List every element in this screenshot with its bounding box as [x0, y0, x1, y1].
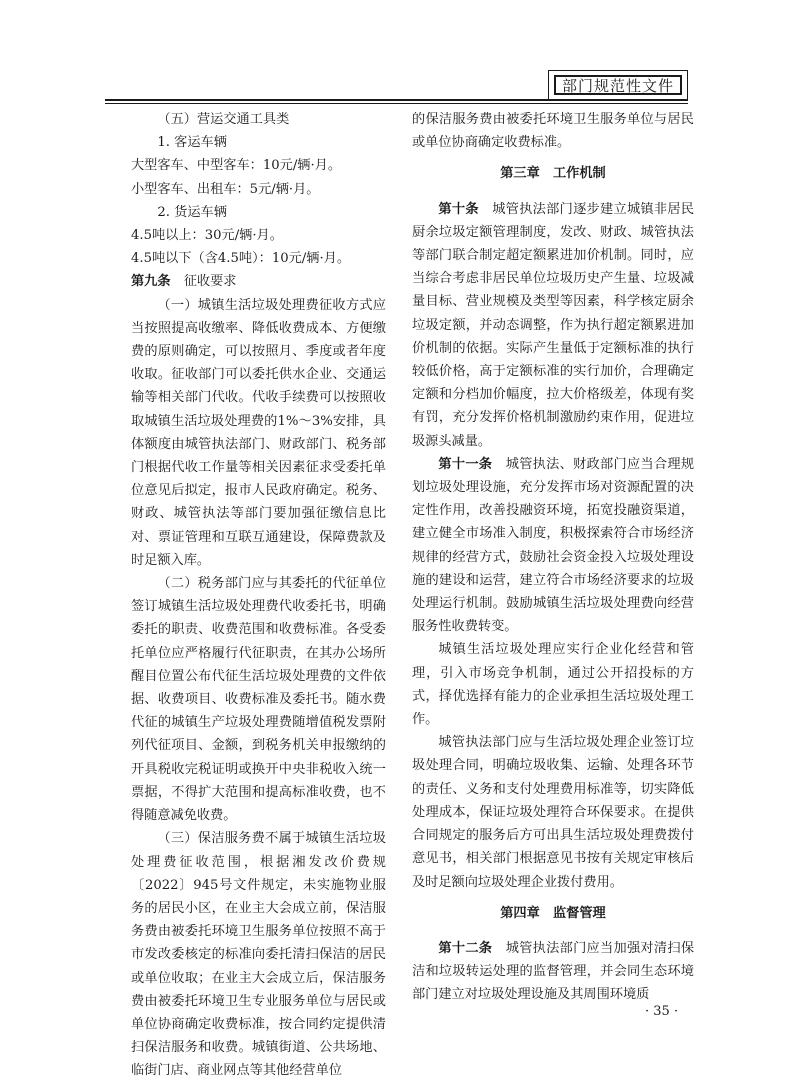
- article-label: 第十一条: [438, 456, 493, 472]
- article-label: 第十二条: [438, 940, 493, 956]
- article-paragraph: [412, 453, 694, 639]
- article-title: 征收要求: [170, 274, 237, 290]
- article-label: 第十条: [438, 201, 479, 217]
- list-item: 4.5吨以上：30元/辆·月。: [131, 228, 283, 244]
- article-paragraph: [412, 198, 694, 453]
- paragraph: （二）税务部门应与其委托的代征单位签订城镇生活垃圾处理费代收委托书，明确委托的职责、收费范围和收费标准。各受委托单位应严格履行代征职责，在其办公场所醒目位置公布代征生活垃圾处理费的文件依据、收费项目、收费标准及委托书。随水费代征的城镇生产垃圾处理费随增值税发票附列代征项目、金额，到税务机关申报缴纳的开具税收完税证明或换开中央非税收入统一票据，不得扩大范围和提高标准收费，也不得随意减免收费。: [131, 576, 386, 824]
- paragraph: （一）城镇生活垃圾处理费征收方式应当按照提高收缴率、降低收费成本、方便缴费的原则确定，可以按照月、季度或者年度收取。征收部门可以委托供水企业、交通运输等相关部门代收。代收手续费可以按照收取城镇生活垃圾处理费的1%～3%安排，具体额度由城管执法部门、财政部门、税务部门根据代收工作量等相关因素征求受委托单位意见后拟定，报市人民政府确定。税务、财政、城管执法等部门要加强征缴信息比对、票证管理和互联互通建设，保障费款及时足额入库。: [131, 297, 386, 568]
- left-column: [131, 108, 386, 1083]
- chapter-heading: 第三章 工作机制: [500, 166, 606, 182]
- header-divider: [105, 99, 688, 101]
- right-column: [412, 108, 694, 1007]
- page-number: · 35 ·: [645, 1004, 679, 1019]
- paragraph: 城管执法部门应与生活垃圾处理企业签订垃圾处理合同，明确垃圾收集、运输、处理各环节的责任、义务和支付处理费用标准等，切实降低处理成本，保证垃圾处理符合环保要求。在提供合同规定的服务后方可出具生活垃圾处理费拨付意见书，相关部门根据意见书按有关规定审核后及时足额向垃圾处理企业拨付费用。: [412, 735, 694, 890]
- paragraph: 城镇生活垃圾处理应实行企业化经营和管理，引入市场竞争机制，通过公开招投标的方式，择优选择有能力的企业承担生活垃圾处理工作。: [412, 642, 694, 728]
- list-item: 4.5吨以下（含4.5吨）：10元/辆·月。: [131, 251, 351, 267]
- section-title-box: [548, 70, 688, 100]
- article-body: 城管执法部门应当加强对清扫保洁和垃圾转运处理的监督管理，并会同生态环境部门建立对垃圾处理设施及其周围环境质: [412, 940, 695, 1003]
- article-body: 城管执法、财政部门应当合理规划垃圾处理设施，充分发挥市场对资源配置的决定性作用，改善投融资环境，拓宽投融资渠道，建立健全市场准入制度，积极探索符合市场经济规律的经营方式，鼓励社会资金投入垃圾处理设施的建设和运营，建立符合市场经济要求的垃圾处理运行机制。鼓励城镇生活垃圾处理费向经营服务性收费转变。: [412, 456, 695, 635]
- paragraph: 的保洁服务费由被委托环境卫生服务单位与居民或单位协商确定收费标准。: [412, 112, 694, 151]
- article-heading: [131, 270, 386, 293]
- article-paragraph: [412, 937, 694, 1007]
- subsection-heading: （五）营运交通工具类: [157, 112, 290, 127]
- paragraph: （三）保洁服务费不属于城镇生活垃圾处理费征收范围，根据湘发改价费规〔2022〕945号文件规定，未实施物业服务的居民小区，在业主大会成立前，保洁服务费由被委托环境卫生服务单位按照不高于市发改委核定的标准向委托清扫保洁的居民或单位收取；在业主大会成立后，保洁服务费由被委托环境卫生专业服务单位与居民或单位协商确定收费标准，按合同约定提供清扫保洁服务和收费。城镇街道、公共场地、临街门店、商业网点等其他经营单位: [131, 831, 386, 1079]
- header-divider-thin: [105, 103, 688, 104]
- article-body: 城管执法部门逐步建立城镇非居民厨余垃圾定额管理制度，发改、财政、城管执法等部门联合制定超定额累进加价机制。同时，应当综合考虑非居民单位垃圾历史产生量、垃圾减量目标、营业规模及类型等因素，科学核定厨余垃圾定额，并动态调整，作为执行超定额累进加价机制的依据。实际产生量低于定额标准的执行较低价格，高于定额标准的实行加价，合理确定定额和分档加价幅度，拉大价格级差，体现有奖有罚，充分发挥价格机制激励约束作用，促进垃圾源头减量。: [412, 201, 695, 449]
- list-item: 大型客车、中型客车：10元/辆·月。: [131, 158, 342, 174]
- list-item: 2. 货运车辆: [157, 204, 227, 220]
- list-item: 小型客车、出租车：5元/辆·月。: [131, 181, 320, 197]
- article-label: 第九条: [131, 274, 171, 290]
- section-title: 部门规范性文件: [554, 75, 682, 95]
- chapter-heading: 第四章 监督管理: [500, 905, 606, 921]
- list-item: 1. 客运车辆: [157, 135, 227, 151]
